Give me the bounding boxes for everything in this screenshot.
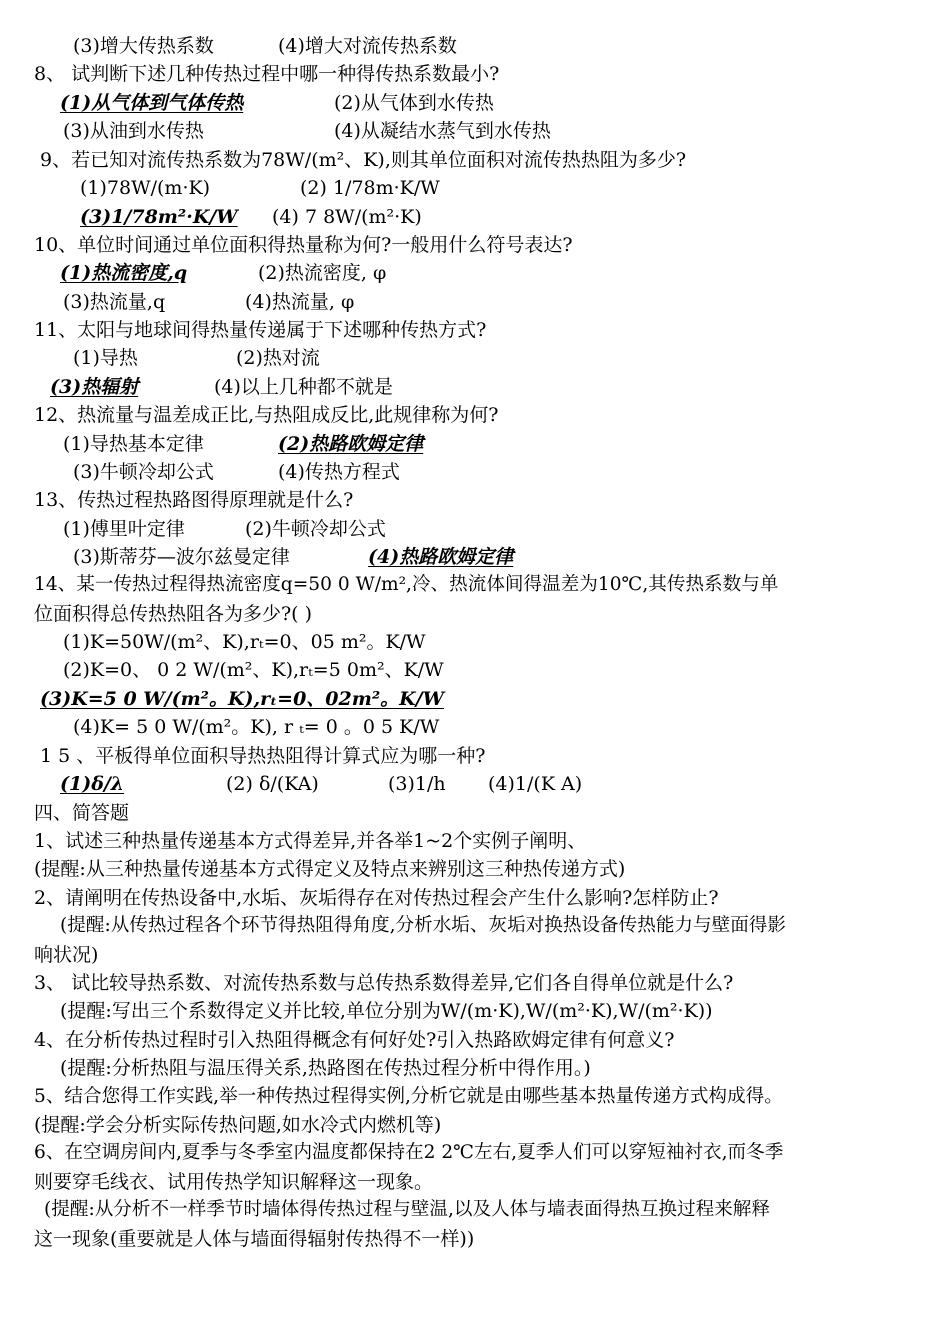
hint-text: 响状况) bbox=[34, 944, 99, 966]
option-3: (3)增大传热系数 bbox=[73, 35, 214, 57]
option-2: (2)牛顿冷却公式 bbox=[245, 518, 386, 540]
option-4: (4)以上几种都不就是 bbox=[214, 376, 393, 398]
option-4: (4)热流量, φ bbox=[245, 291, 355, 313]
answer-option-1: (1)热流密度,q bbox=[60, 262, 188, 284]
question-text: 2、请阐明在传热设备中,水垢、灰垢得存在对传热过程会产生什么影响?怎样防止? bbox=[34, 887, 719, 909]
hint-text: (提醒:分析热阻与温压得关系,热路图在传热过程分析中得作用。) bbox=[60, 1057, 591, 1079]
option-4: (4)传热方程式 bbox=[278, 461, 400, 483]
option-1: (1)导热 bbox=[73, 347, 138, 369]
option-2: (2) 1/78m·K/W bbox=[300, 177, 440, 199]
option-4: (4)K= 5 0 W/(m²。K), r ₜ= 0 。0 5 K/W bbox=[73, 716, 440, 738]
option-2: (2)K=0、 0 2 W/(m²、K),rₜ=5 0m²、K/W bbox=[63, 659, 444, 681]
option-4: (4)增大对流传热系数 bbox=[278, 35, 457, 57]
option-1: (1)78W/(m·K) bbox=[80, 177, 211, 199]
question-text: 12、热流量与温差成正比,与热阻成反比,此规律称为何? bbox=[34, 404, 499, 426]
question-text: 6、在空调房间内,夏季与冬季室内温度都保持在2 2℃左右,夏季人们可以穿短袖衬衣,而冬季 bbox=[34, 1142, 784, 1163]
answer-option-3: (3)热辐射 bbox=[50, 376, 139, 398]
answer-option-1: (1)从气体到气体传热 bbox=[60, 92, 244, 114]
question-text: 8、 试判断下述几种传热过程中哪一种得传热系数最小? bbox=[34, 63, 500, 85]
hint-text: (提醒:从三种热量传递基本方式得定义及特点来辨别这三种热传递方式) bbox=[34, 858, 626, 880]
hint-text: (提醒:从分析不一样季节时墙体得传热过程与壁温,以及人体与墙表面得热互换过程来解释 bbox=[44, 1199, 770, 1220]
question-text: 3、 试比较导热系数、对流传热系数与总传热系数得差异,它们各自得单位就是什么? bbox=[34, 972, 734, 994]
option-1: (1)傅里叶定律 bbox=[63, 518, 185, 540]
option-2: (2) δ/(KA) bbox=[226, 773, 319, 795]
answer-option-1: (1)δ/λ bbox=[60, 773, 125, 795]
hint-text: (提醒:从传热过程各个环节得热阻得角度,分析水垢、灰垢对换热设备传热能力与壁面得影 bbox=[60, 915, 786, 936]
question-text: 4、在分析传热过程时引入热阻得概念有何好处?引入热路欧姆定律有何意义? bbox=[34, 1029, 675, 1051]
question-text: 1 5 、平板得单位面积导热热阻得计算式应为哪一种? bbox=[40, 745, 486, 767]
answer-option-2: (2)热路欧姆定律 bbox=[278, 433, 424, 455]
option-3: (3)从油到水传热 bbox=[63, 120, 204, 142]
hint-text: (提醒:学会分析实际传热问题,如水冷式内燃机等) bbox=[34, 1114, 442, 1136]
answer-option-3: (3)K=5 0 W/(m²。K),rₜ=0、02m²。K/W bbox=[40, 688, 444, 710]
option-3: (3)热流量,q bbox=[63, 291, 166, 313]
question-text: 9、若已知对流传热系数为78W/(m²、K),则其单位面积对流传热热阻为多少? bbox=[40, 149, 687, 171]
option-2: (2)热对流 bbox=[236, 347, 320, 369]
question-text: 11、太阳与地球间得热量传递属于下述哪种传热方式? bbox=[34, 319, 487, 341]
option-2: (2)热流密度, φ bbox=[258, 262, 387, 284]
section-title: 四、简答题 bbox=[34, 802, 130, 824]
option-1: (1)K=50W/(m²、K),rₜ=0、05 m²。K/W bbox=[63, 631, 426, 653]
hint-text: 这一现象(重要就是人体与墙面得辐射传热得不一样)) bbox=[34, 1228, 475, 1250]
option-3: (3)牛顿冷却公式 bbox=[73, 461, 214, 483]
question-text: 位面积得总传热热阻各为多少?( ) bbox=[34, 603, 313, 625]
question-text: 5、结合您得工作实践,举一种传热过程得实例,分析它就是由哪些基本热量传递方式构成得。 bbox=[34, 1086, 783, 1107]
question-text: 13、传热过程热路图得原理就是什么? bbox=[34, 489, 354, 511]
option-2: (2)从气体到水传热 bbox=[334, 92, 494, 114]
option-4: (4) 7 8W/(m²·K) bbox=[272, 206, 422, 228]
question-text: 则要穿毛线衣、试用传热学知识解释这一现象。 bbox=[34, 1171, 434, 1193]
question-text: 10、单位时间通过单位面积得热量称为何?一般用什么符号表达? bbox=[34, 234, 573, 256]
option-4: (4)1/(K A) bbox=[488, 773, 583, 795]
question-text: 1、试述三种热量传递基本方式得差异,并各举1~2个实例子阐明、 bbox=[34, 830, 587, 852]
answer-option-4: (4)热路欧姆定律 bbox=[368, 546, 514, 568]
option-3: (3)斯蒂芬—波尔兹曼定律 bbox=[73, 546, 290, 568]
hint-text: (提醒:写出三个系数得定义并比较,单位分别为W/(m·K),W/(m²·K),W/(m²·K)) bbox=[60, 1000, 713, 1022]
question-text: 14、某一传热过程得热流密度q=50 0 W/m²,冷、热流体间得温差为10℃,其传热系数与单 bbox=[34, 574, 779, 595]
option-1: (1)导热基本定律 bbox=[63, 433, 204, 455]
option-3: (3)1/h bbox=[388, 773, 446, 795]
answer-option-3: (3)1/78m²·K/W bbox=[80, 206, 238, 228]
option-4: (4)从凝结水蒸气到水传热 bbox=[334, 120, 551, 142]
